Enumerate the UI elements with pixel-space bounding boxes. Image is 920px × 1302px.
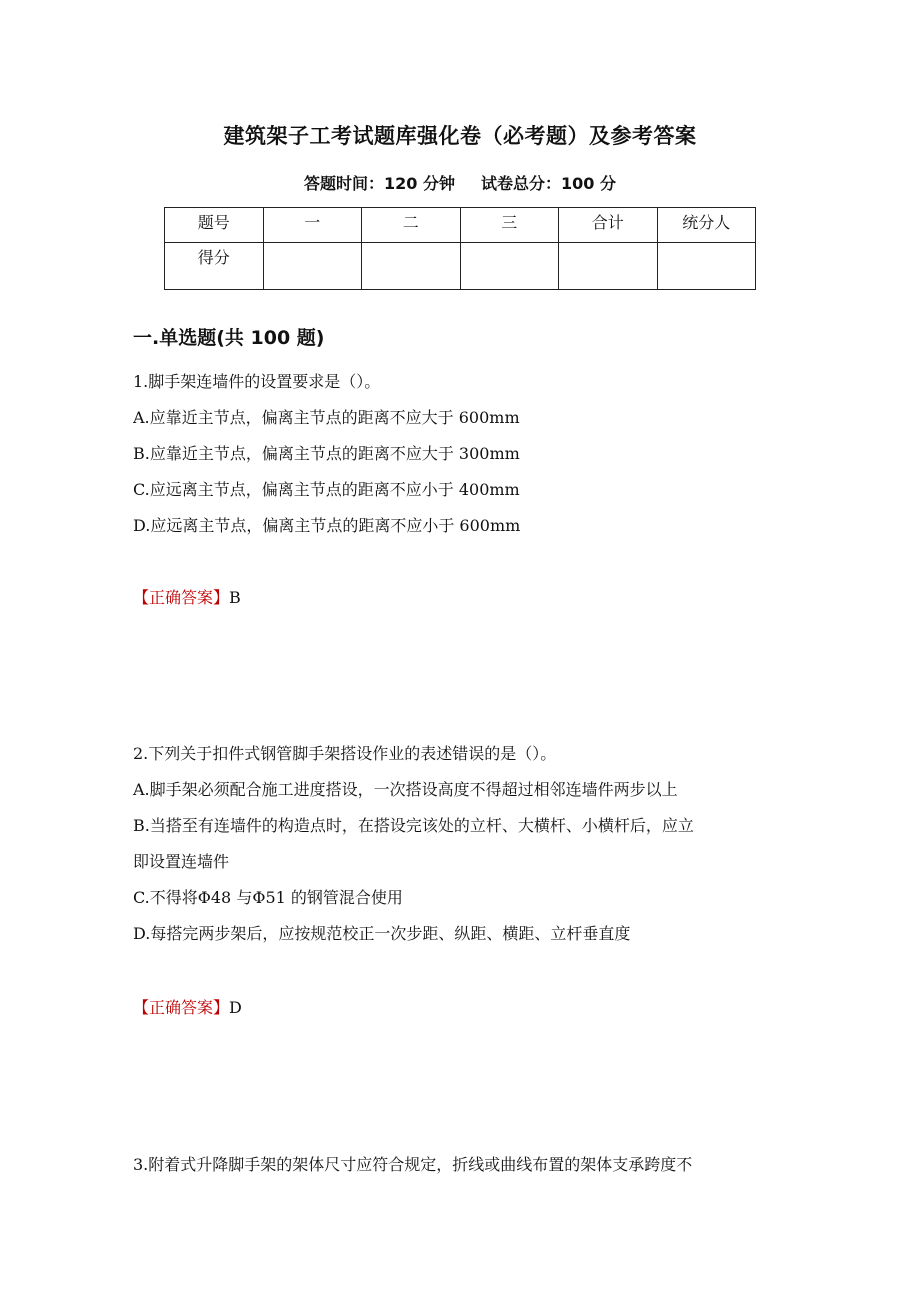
answer-line bbox=[133, 995, 242, 1018]
answer-line bbox=[133, 585, 241, 608]
answer-label: 【正确答案】 bbox=[133, 998, 230, 1017]
score-table-header-row bbox=[165, 208, 756, 243]
score-table bbox=[164, 207, 756, 290]
answer-value: B bbox=[229, 588, 241, 607]
question-option: A.脚手架必须配合施工进度搭设，一次搭设高度不得超过相邻连墙件两步以上 bbox=[133, 780, 678, 799]
question-option: C.不得将Φ48 与Φ51 的钢管混合使用 bbox=[133, 888, 403, 907]
score-table-score-row bbox=[165, 243, 756, 290]
score-header-cell: 三 bbox=[460, 208, 559, 243]
question-stem: 3.附着式升降脚手架的架体尺寸应符合规定，折线或曲线布置的架体支承跨度不 bbox=[133, 1155, 693, 1174]
question-option: D.应远离主节点，偏离主节点的距离不应小于 600mm bbox=[133, 516, 521, 535]
question-option: A.应靠近主节点，偏离主节点的距离不应大于 600mm bbox=[133, 408, 520, 427]
score-header-cell: 题号 bbox=[165, 208, 264, 243]
score-header-cell: 统分人 bbox=[657, 208, 756, 243]
question-option: B.当搭至有连墙件的构造点时，在搭设完该处的立杆、大横杆、小横杆后，应立 bbox=[133, 816, 694, 835]
answer-label: 【正确答案】 bbox=[133, 588, 230, 607]
score-cell bbox=[559, 243, 658, 290]
score-cell bbox=[263, 243, 362, 290]
answer-value: D bbox=[229, 998, 242, 1017]
page-title: 建筑架子工考试题库强化卷（必考题）及参考答案 bbox=[223, 124, 697, 148]
question-stem: 2.下列关于扣件式钢管脚手架搭设作业的表述错误的是（）。 bbox=[133, 744, 557, 763]
section-title: 一.单选题(共 100 题) bbox=[133, 327, 325, 349]
question-stem: 1.脚手架连墙件的设置要求是（）。 bbox=[133, 372, 381, 391]
score-header-cell: 合计 bbox=[559, 208, 658, 243]
question-option-continued: 即设置连墙件 bbox=[133, 852, 230, 871]
score-header-cell: 一 bbox=[263, 208, 362, 243]
exam-total-score: 试卷总分：100 分 bbox=[481, 174, 616, 193]
score-header-cell: 二 bbox=[362, 208, 461, 243]
question-option: D.每搭完两步架后，应按规范校正一次步距、纵距、横距、立杆垂直度 bbox=[133, 924, 631, 943]
score-cell bbox=[657, 243, 756, 290]
question-option: C.应远离主节点，偏离主节点的距离不应小于 400mm bbox=[133, 480, 520, 499]
question-option: B.应靠近主节点，偏离主节点的距离不应大于 300mm bbox=[133, 444, 520, 463]
score-cell bbox=[460, 243, 559, 290]
exam-time: 答题时间：120 分钟 bbox=[304, 174, 455, 193]
score-row-label: 得分 bbox=[165, 243, 264, 290]
exam-meta bbox=[0, 171, 920, 194]
score-cell bbox=[362, 243, 461, 290]
